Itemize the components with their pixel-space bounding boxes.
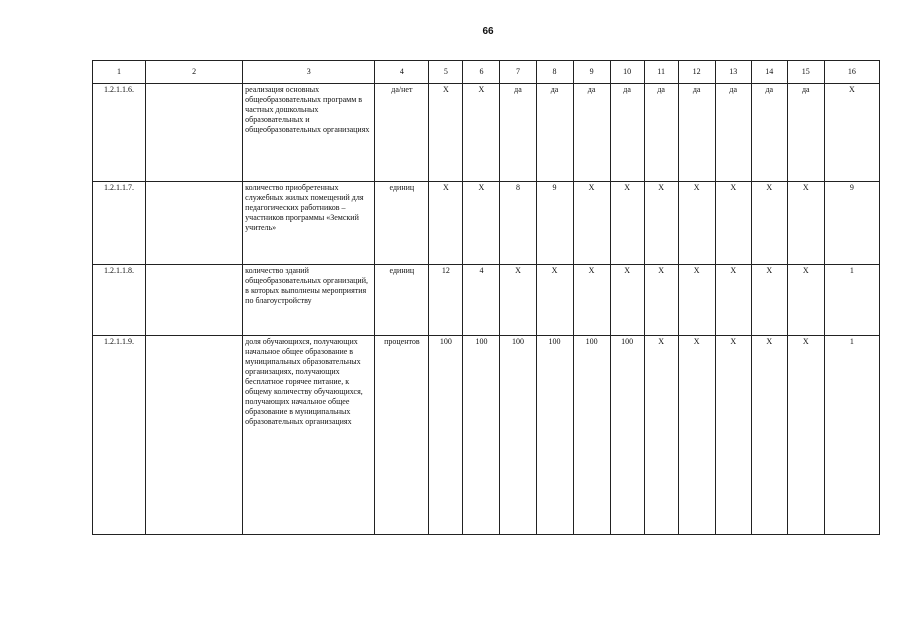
row-col2 [146,182,243,265]
row-unit: да/нет [375,84,429,182]
row-value: 12 [429,265,463,336]
row-unit: процентов [375,336,429,535]
row-description: реализация основных общеобразовательных программ в частных дошкольных образовательных и общеобразовательных организациях [243,84,375,182]
row-value: 100 [536,336,573,535]
column-header: 4 [375,61,429,84]
row-description: доля обучающихся, получающих начальное общее образование в муниципальных образовательных организациях, получающих бесплатное горячее питание, к общему количеству обучающихся, получающих начальное общее образование в муниципальных образовательных организациях [243,336,375,535]
row-value: Х [573,182,610,265]
row-value: да [751,84,787,182]
row-code: 1.2.1.1.8. [93,265,146,336]
row-value: Х [824,84,879,182]
column-header: 6 [463,61,500,84]
row-value: Х [573,265,610,336]
row-value: 9 [536,182,573,265]
row-value: 8 [500,182,536,265]
row-col2 [146,336,243,535]
row-value: Х [678,182,715,265]
column-header: 7 [500,61,536,84]
table-row [93,182,880,265]
column-header: 5 [429,61,463,84]
column-header: 8 [536,61,573,84]
column-header: 14 [751,61,787,84]
row-value: 100 [500,336,536,535]
table-row [93,336,880,535]
row-value: Х [678,336,715,535]
row-col2 [146,265,243,336]
row-value: Х [751,336,787,535]
row-value: да [715,84,751,182]
row-value: Х [610,182,644,265]
row-value: 1 [824,265,879,336]
indicators-table [92,60,880,535]
row-value: Х [610,265,644,336]
table-row [93,84,880,182]
row-value: Х [751,182,787,265]
row-value: 100 [610,336,644,535]
row-value: да [787,84,824,182]
row-value: Х [644,182,678,265]
column-header: 12 [678,61,715,84]
row-description: количество зданий общеобразовательных организаций, в которых выполнены мероприятия по благоустройству [243,265,375,336]
column-header: 2 [146,61,243,84]
row-value: да [678,84,715,182]
row-value: да [644,84,678,182]
row-description: количество приобретенных служебных жилых помещений для педагогических работников – участников программы «Земский учитель» [243,182,375,265]
row-value: Х [787,182,824,265]
row-value: 100 [429,336,463,535]
row-value: 9 [824,182,879,265]
row-value: Х [715,265,751,336]
row-value: Х [429,182,463,265]
column-header: 9 [573,61,610,84]
row-value: 4 [463,265,500,336]
header-row [93,61,880,84]
row-value: Х [751,265,787,336]
row-unit: единиц [375,265,429,336]
row-code: 1.2.1.1.9. [93,336,146,535]
column-header: 3 [243,61,375,84]
row-col2 [146,84,243,182]
row-value: Х [678,265,715,336]
row-value: Х [463,182,500,265]
row-value: Х [536,265,573,336]
row-code: 1.2.1.1.7. [93,182,146,265]
row-value: Х [644,336,678,535]
column-header: 13 [715,61,751,84]
row-value: 100 [463,336,500,535]
page-number: 66 [482,26,494,37]
row-value: да [573,84,610,182]
row-code: 1.2.1.1.6. [93,84,146,182]
column-header: 15 [787,61,824,84]
table-row [93,265,880,336]
column-header: 10 [610,61,644,84]
row-unit: единиц [375,182,429,265]
row-value: да [500,84,536,182]
row-value: Х [787,336,824,535]
column-header: 11 [644,61,678,84]
row-value: 100 [573,336,610,535]
row-value: Х [500,265,536,336]
row-value: Х [715,182,751,265]
row-value: Х [715,336,751,535]
row-value: да [536,84,573,182]
row-value: Х [463,84,500,182]
column-header: 1 [93,61,146,84]
row-value: да [610,84,644,182]
row-value: Х [644,265,678,336]
row-value: 1 [824,336,879,535]
row-value: Х [787,265,824,336]
row-value: Х [429,84,463,182]
column-header: 16 [824,61,879,84]
